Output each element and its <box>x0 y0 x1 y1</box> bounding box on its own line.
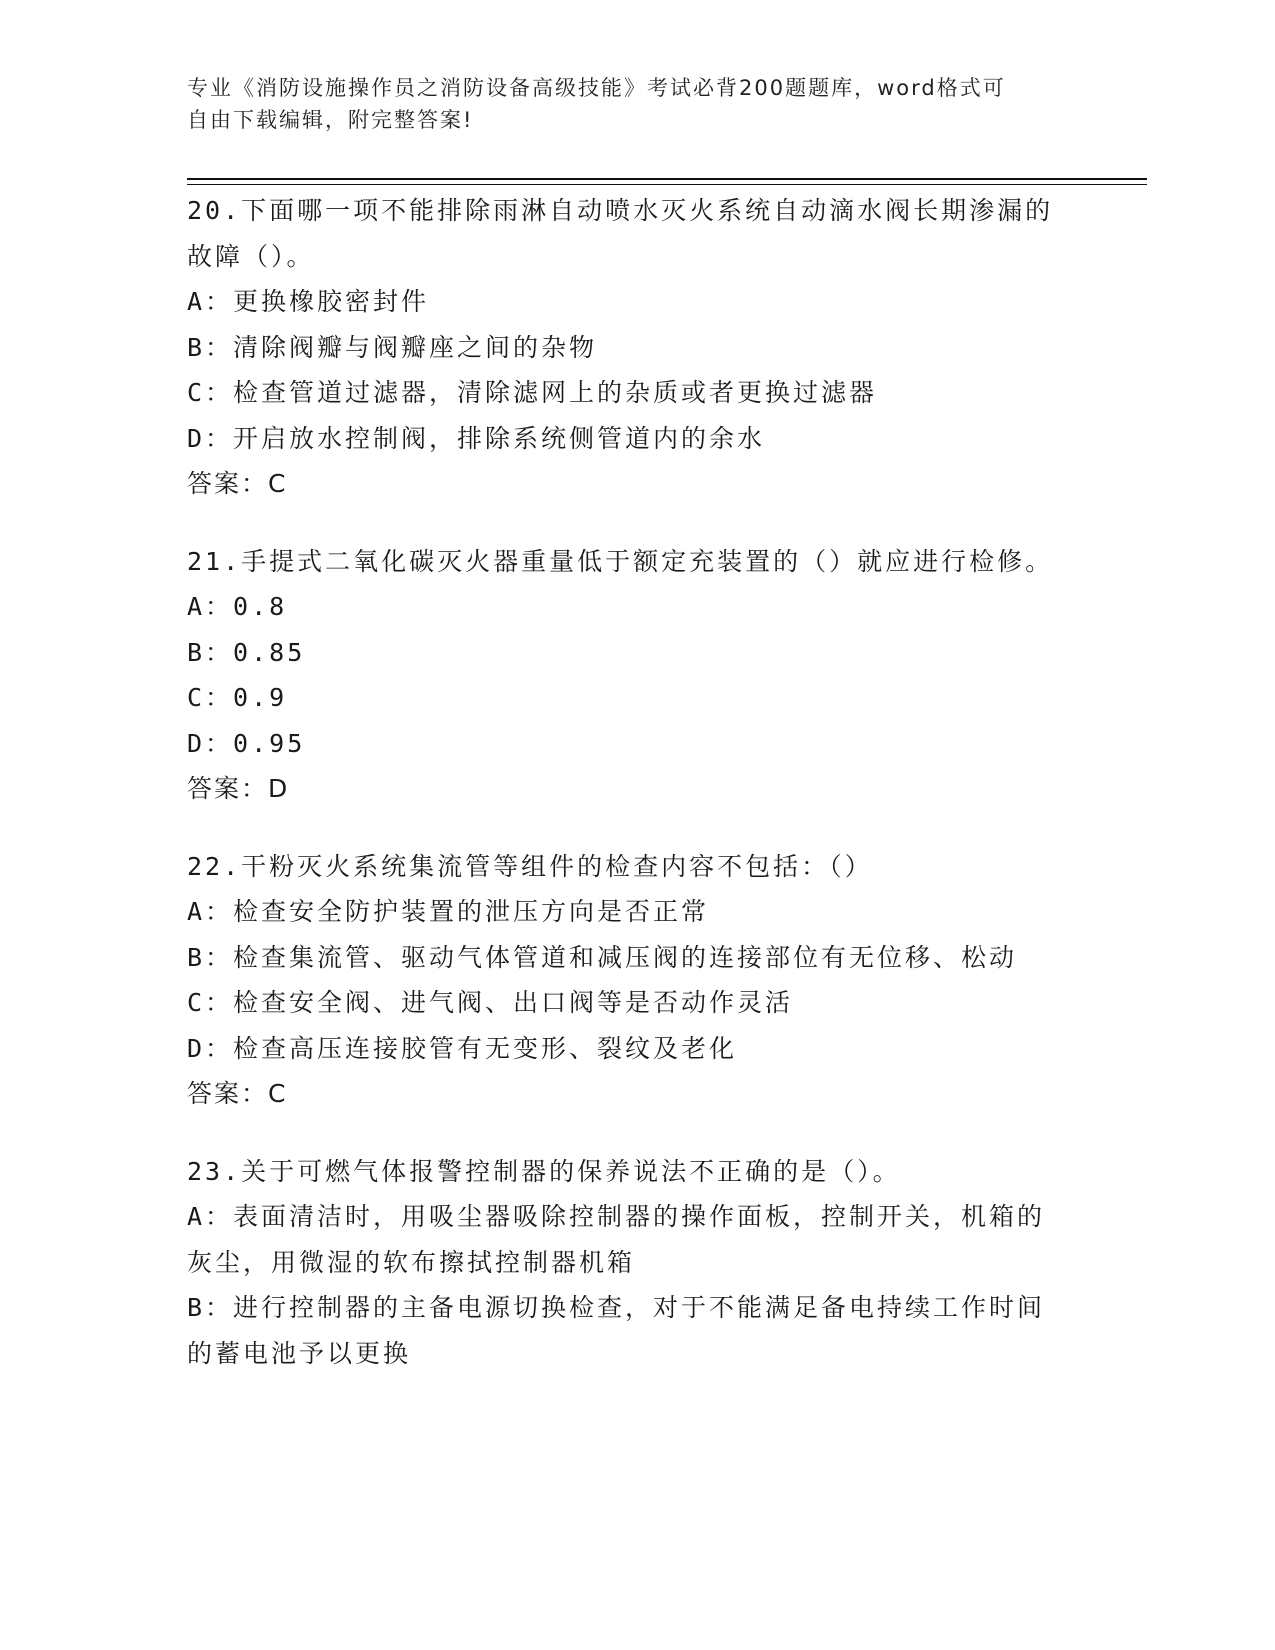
option-c: C：0.9 <box>187 683 288 712</box>
option-c: C：检查安全阀、进气阀、出口阀等是否动作灵活 <box>187 988 794 1017</box>
question-21 <box>187 539 1087 812</box>
option-b: B：进行控制器的主备电源切换检查，对于不能满足备电持续工作时间 <box>187 1293 1046 1322</box>
answer-label: 答案：C <box>187 1079 288 1108</box>
header-line-2: 自由下载编辑，附完整答案! <box>187 108 474 132</box>
question-stem: 22.干粉灭火系统集流管等组件的检查内容不包括：（） <box>187 851 873 881</box>
option-a: A：更换橡胶密封件 <box>187 287 430 316</box>
question-stem: 21.手提式二氧化碳灭火器重量低于额定充装置的（）就应进行检修。 <box>187 546 1054 576</box>
question-stem-continued: 故障（）。 <box>187 241 315 271</box>
question-20 <box>187 188 1087 507</box>
answer-label: 答案：C <box>187 469 288 498</box>
option-b-continued: 的蓄电池予以更换 <box>187 1338 412 1368</box>
option-d: D：开启放水控制阀，排除系统侧管道内的余水 <box>187 423 766 453</box>
option-b: B：0.85 <box>187 637 306 667</box>
option-d: D：检查高压连接胶管有无变形、裂纹及老化 <box>187 1033 738 1063</box>
option-a: A：检查安全防护装置的泄压方向是否正常 <box>187 897 710 926</box>
header-divider-thick <box>187 178 1147 180</box>
option-b: B：检查集流管、驱动气体管道和减压阀的连接部位有无位移、松动 <box>187 942 1018 972</box>
option-d: D：0.95 <box>187 728 306 758</box>
option-b: B：清除阀瓣与阀瓣座之间的杂物 <box>187 332 598 362</box>
header-divider-thin <box>187 184 1147 185</box>
answer-label: 答案：D <box>187 774 290 803</box>
question-list <box>187 188 1087 1408</box>
option-c: C：检查管道过滤器，清除滤网上的杂质或者更换过滤器 <box>187 378 878 407</box>
question-stem: 23.关于可燃气体报警控制器的保养说法不正确的是（）。 <box>187 1156 901 1186</box>
question-22 <box>187 844 1087 1117</box>
option-a-continued: 灰尘，用微湿的软布擦拭控制器机箱 <box>187 1247 636 1277</box>
question-23 <box>187 1149 1087 1377</box>
option-a: A：表面清洁时，用吸尘器吸除控制器的操作面板，控制开关，机箱的 <box>187 1202 1046 1231</box>
document-header <box>187 72 1087 136</box>
option-a: A：0.8 <box>187 592 288 621</box>
question-stem: 20.下面哪一项不能排除雨淋自动喷水灭火系统自动滴水阀长期渗漏的 <box>187 196 1054 225</box>
header-line-1: 专业《消防设施操作员之消防设备高级技能》考试必背200题题库，word格式可 <box>187 76 1006 100</box>
